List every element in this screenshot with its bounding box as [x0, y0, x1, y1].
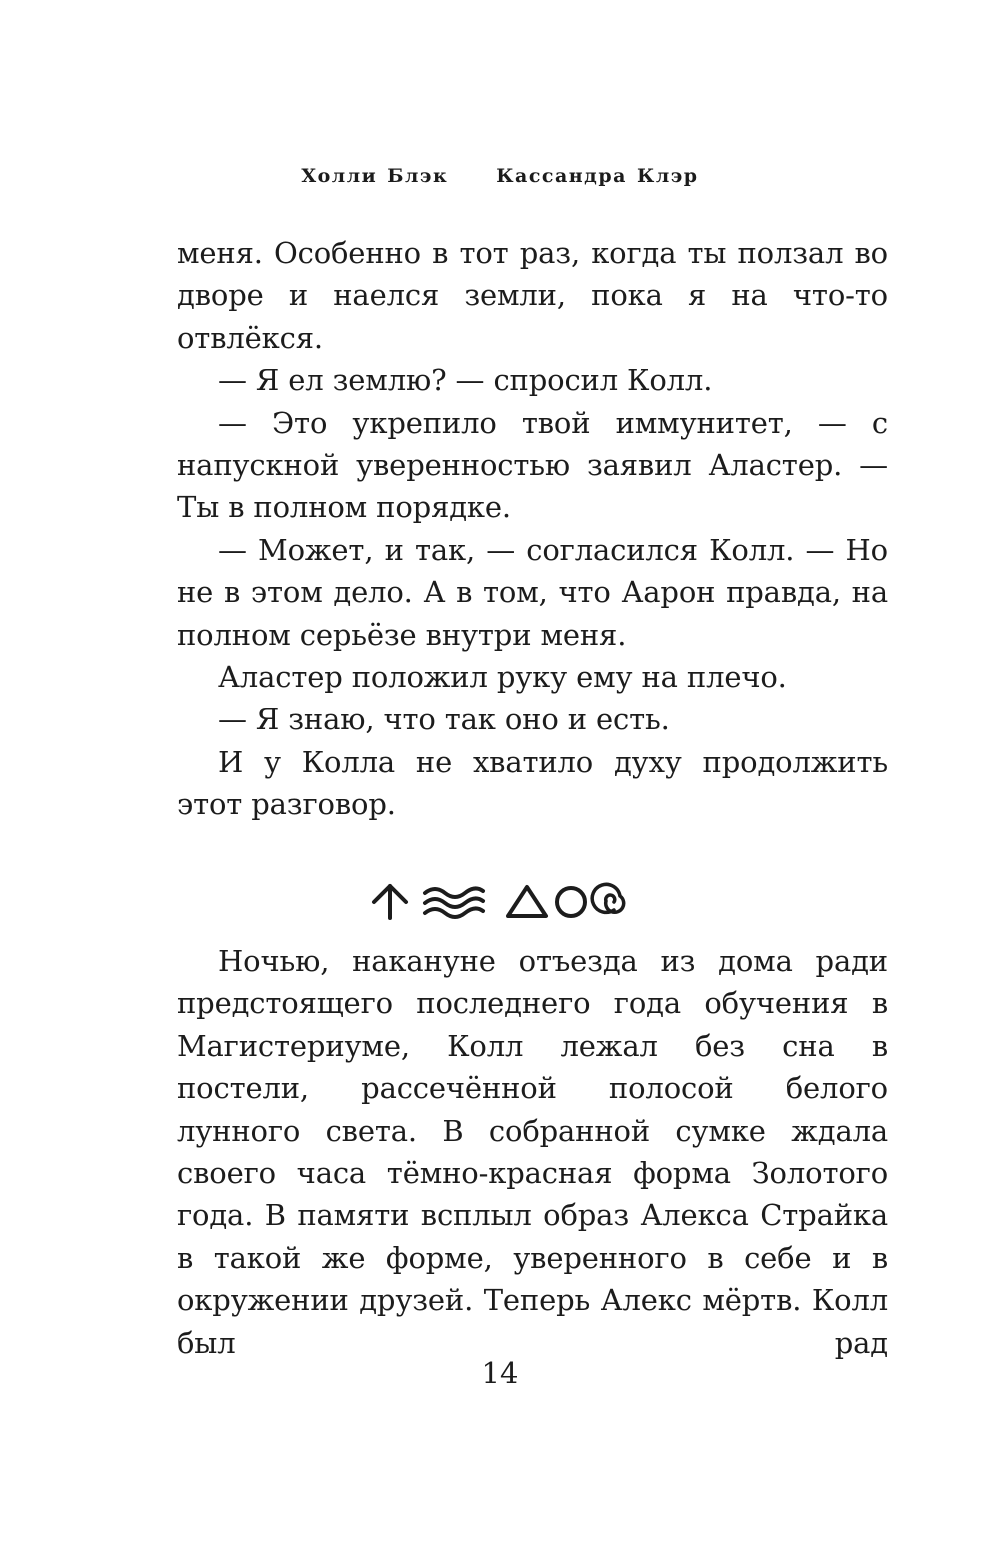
body-text-top — [177, 232, 888, 826]
running-header — [0, 165, 1000, 187]
chaos-spiral-icon — [592, 884, 624, 912]
section-divider — [0, 876, 1000, 926]
paragraph-continuation: меня. Особенно в тот раз, когда ты ползал во дворе и наелся земли, пока я на что-то отвлёкся. — [177, 236, 888, 355]
paragraph-dialogue: — Может, и так, — согласился Колл. — Но не в этом дело. А в том, что Аарон правда, на полном серьёзе внутри меня. — [177, 532, 888, 652]
paragraph-dialogue: — Я ел землю? — спросил Колл. — [218, 363, 713, 398]
paragraph-narration: И у Колла не хватило духу продолжить этот разговор. — [177, 744, 888, 822]
air-arrow-icon — [374, 886, 406, 918]
element-symbols — [370, 878, 630, 924]
paragraph-narration: Аластер положил руку ему на плечо. — [218, 660, 787, 695]
paragraph-dialogue: — Я знаю, что так оно и есть. — [218, 702, 670, 737]
page-number: 14 — [481, 1356, 519, 1390]
fire-triangle-icon — [508, 887, 546, 916]
paragraph-narration: Ночью, накануне отъезда из дома ради предстоящего последнего года обучения в Магистериуме, Колл лежал без сна в постели, рассечённой полосой белого лунного света. В собранной сумке ждала своего часа тёмно-красная форма Золотого года. В памяти всплыл образ Алекса Страйка в такой же форме, уверенного в себе и в окружении друзей. Теперь Алекс мёртв. Колл был рад — [177, 944, 888, 1360]
header-author-1: Холли Блэк — [301, 165, 449, 187]
body-text-bottom — [177, 940, 888, 1364]
header-author-2: Кассандра Клэр — [496, 165, 699, 187]
water-waves-icon — [425, 888, 483, 917]
earth-circle-icon — [557, 888, 585, 916]
paragraph-dialogue: — Это укрепило твой иммунитет, — с напускной уверенностью заявил Аластер. — Ты в полном порядке. — [177, 405, 888, 525]
